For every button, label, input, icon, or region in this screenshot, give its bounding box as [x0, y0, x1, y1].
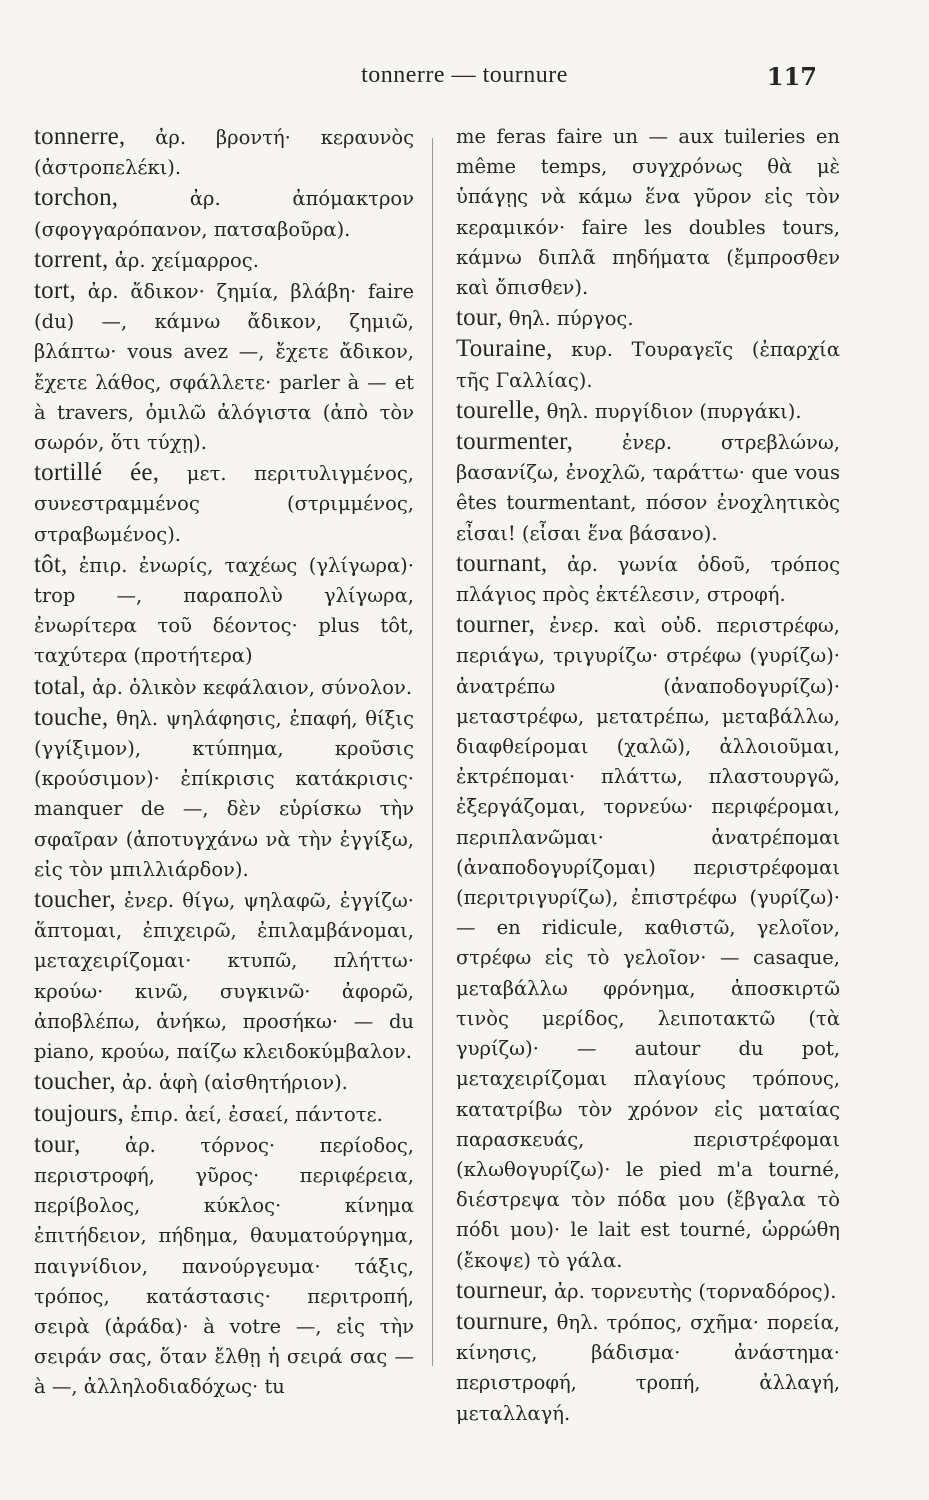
- dictionary-entry: [34, 122, 414, 183]
- entry-headword: toucher,: [34, 1068, 116, 1096]
- dictionary-entry: [34, 183, 414, 244]
- entry-definition: me feras faire un — aux tuileries en même temps, συγχρόνως θὰ μὲ ὑπάγῃς νὰ κάμω ἕνα γῦρον εἰς τὸν κεραμικόν· faire les doubles tours, κάμνω διπλᾶ πηδήματα (ἔμπροσθεν καὶ ὄπισθεν).: [456, 125, 840, 300]
- right-column: [456, 122, 840, 1429]
- entry-definition: ἀρ. γωνία ὁδοῦ, τρόπος πλάγιος πρὸς ἐκτέλεσιν, στροφή.: [456, 552, 840, 607]
- entry-headword: toucher,: [34, 886, 116, 914]
- entry-headword: tournant,: [456, 549, 548, 577]
- entry-headword: Touraine,: [456, 335, 553, 363]
- entry-definition: ἐπιρ. ἀεί, ἐσαεί, πάντοτε.: [124, 1102, 383, 1126]
- entry-headword: tournure,: [456, 1307, 549, 1335]
- entry-definition: θηλ. πύργος.: [502, 307, 634, 331]
- dictionary-entry: [34, 703, 414, 885]
- dictionary-entry: [456, 396, 840, 427]
- entry-headword: tour,: [456, 304, 503, 332]
- entry-headword: tortillé ée,: [34, 459, 160, 487]
- entry-headword: toujours,: [34, 1099, 124, 1127]
- entry-headword: tour,: [34, 1130, 81, 1158]
- column-divider: [432, 138, 433, 1366]
- dictionary-entry: [456, 303, 840, 334]
- dictionary-entry: [456, 1307, 840, 1429]
- entry-definition: ἀρ. ὁλικὸν κεφάλαιον, σύνολον.: [85, 675, 413, 699]
- dictionary-entry: [34, 276, 414, 458]
- dictionary-entry: [456, 610, 840, 1275]
- entry-headword: torrent,: [34, 245, 109, 273]
- running-head: tonnerre — tournure: [361, 62, 568, 88]
- dictionary-entry: [34, 1067, 414, 1098]
- dictionary-entry: [34, 672, 414, 703]
- entry-headword: tourner,: [456, 611, 536, 639]
- entry-definition: ἐπιρ. ἐνωρίς, ταχέως (γλίγωρα)· trop —, παραπολὺ γλίγωρα, ἐνωρίτερα τοῦ δέοντος· plus tôt, ταχύτερα (προτήτερα): [34, 553, 414, 668]
- dictionary-entry: [34, 458, 414, 550]
- entry-headword: tourmenter,: [456, 428, 574, 456]
- entry-definition: ἀρ. τόρνος· περίοδος, περιστροφή, γῦρος· περιφέρεια, περίβολος, κύκλος· κίνημα ἐπιτήδειον, πήδημα, θαυματούργημα, παιγνίδιον, πανούργευμα· τάξις, τρόπος, κατάστασις· περιτροπή, σειρὰ (ἀράδα)· à votre —, εἰς τὴν σειράν σας, ὅταν ἔλθῃ ἡ σειρά σας — à —, ἀλληλοδιαδόχως· tu: [34, 1133, 414, 1399]
- entry-headword: touche,: [34, 703, 109, 731]
- entry-definition: ἀρ. βροντή· κεραυνὸς (ἀστροπελέκι).: [34, 126, 414, 180]
- page-number: 117: [766, 62, 817, 91]
- entry-headword: tourelle,: [456, 396, 541, 424]
- entry-definition: ἀρ. τορνευτὴς (τορναδόρος).: [547, 1279, 837, 1303]
- entry-definition: θηλ. τρόπος, σχῆμα· πορεία, κίνησις, βάδισμα· ἀνάστημα· περιστροφή, τροπή, ἀλλαγή, μεταλλαγή.: [456, 1310, 840, 1425]
- left-column: [34, 122, 414, 1403]
- entry-headword: tonnerre,: [34, 123, 126, 150]
- entry-definition: θηλ. πυργίδιον (πυργάκι).: [540, 399, 802, 423]
- entry-definition: ἐνερ. στρεβλώνω, βασανίζω, ἐνοχλῶ, ταράττω· que vous êtes tourmentant, πόσον ἐνοχλητικὸς εἶσαι! (εἶσαι ἕνα βάσανο).: [456, 431, 840, 545]
- entry-headword: tourneur,: [456, 1276, 548, 1304]
- dictionary-entry: [456, 1276, 840, 1307]
- entry-headword: torchon,: [34, 184, 119, 212]
- entry-definition: ἐνερ. θίγω, ψηλαφῶ, ἐγγίζω· ἅπτομαι, ἐπιχειρῶ, ἐπιλαμβάνομαι, μεταχειρίζομαι· κτυπῶ, πλήττω· κρούω· κινῶ, συγκινῶ· ἀφορῶ, ἀποβλέπω, ἀνήκω, προσήκω· — du piano, κρούω, παίζω κλειδοκύμβαλον.: [34, 889, 414, 1064]
- dictionary-entry: [456, 549, 840, 610]
- dictionary-entry: [34, 245, 414, 276]
- entry-headword: tort,: [34, 277, 76, 305]
- dictionary-entry: [34, 1130, 414, 1403]
- dictionary-entry: [456, 122, 840, 303]
- entry-headword: tôt,: [34, 550, 68, 578]
- dictionary-entry: [34, 1099, 414, 1130]
- dictionary-entry: [456, 334, 840, 395]
- entry-definition: ἀρ. χείμαρρος.: [108, 248, 259, 272]
- entry-definition: ἀρ. ἄδικον· ζημία, βλάβη· faire (du) —, κάμνω ἄδικον, ζημιῶ, βλάπτω· vous avez —, ἔχετε ἄδικον, ἔχετε λάθος, σφάλλετε· parler à — et à travers, ὁμιλῶ ἀλόγιστα (ἀπὸ τὸν σωρόν, ὅτι τύχῃ).: [34, 280, 414, 455]
- entry-definition: ἀρ. ἀπόμακτρον (σφογγαρόπανον, πατσαβοῦρα).: [34, 187, 414, 241]
- page-header: [0, 62, 929, 102]
- dictionary-entry: [34, 885, 414, 1067]
- entry-headword: total,: [34, 672, 86, 700]
- dictionary-entry: [34, 550, 414, 672]
- entry-definition: θηλ. ψηλάφησις, ἐπαφή, θίξις (γγίξιμον), κτύπημα, κροῦσις (κρούσιμον)· ἐπίκρισις κατάκρισις· manquer de —, δὲν εὑρίσκω τὴν σφαῖραν (ἀποτυγχάνω νὰ τὴν ἐγγίξω, εἰς τὸν μπιλλιάρδον).: [34, 706, 414, 881]
- entry-definition: μετ. περιτυλιγμένος, συνεστραμμένος (στριμμένος, στραβωμένος).: [34, 462, 414, 546]
- entry-definition: ἀρ. ἁφὴ (αἰσθητήριον).: [115, 1071, 348, 1095]
- entry-definition: κυρ. Τουραγεῖς (ἐπαρχία τῆς Γαλλίας).: [456, 338, 840, 392]
- dictionary-entry: [456, 427, 840, 549]
- entry-definition: ἐνερ. καὶ οὐδ. περιστρέφω, περιάγω, τριγυρίζω· στρέφω (γυρίζω)· ἀνατρέπω (ἀναποδογυρίζω)· μεταστρέφω, μετατρέπω, μεταβάλλω, διαφθείρομαι (χαλῶ), ἀλλοιοῦμαι, ἐκτρέπομαι· πλάττω, πλαστουργῶ, ἐξεργάζομαι, τορνεύω· περιφέρομαι, περιπλανῶμαι· ἀνατρέπομαι (ἀναποδογυρίζομαι) περιστρέφομαι (περιτριγυρίζω), ἐπιστρέφω (γυρίζω)· — en ridicule, καθιστῶ, γελοῖον, στρέφω εἰς τὸ γελοῖον· — casaque, μεταβάλλω φρόνημα, ἀποσκιρτῶ τινὸς μερίδος, λειποτακτῶ (τὰ γυρίζω)· — autour du pot, μεταχειρίζομαι πλαγίους τρόπους, κατατρίβω τὸν χρόνον εἰς ματαίας παρασκευάς, περιστρέφομαι (κλωθογυρίζω)· le pied m'a tourné, διέστρεψα τὸν πόδα μου (ἔβγαλα τὸ πόδι μου)· le lait est tourné, ὠρρώθη (ἔκοψε) τὸ γάλα.: [456, 614, 840, 1272]
